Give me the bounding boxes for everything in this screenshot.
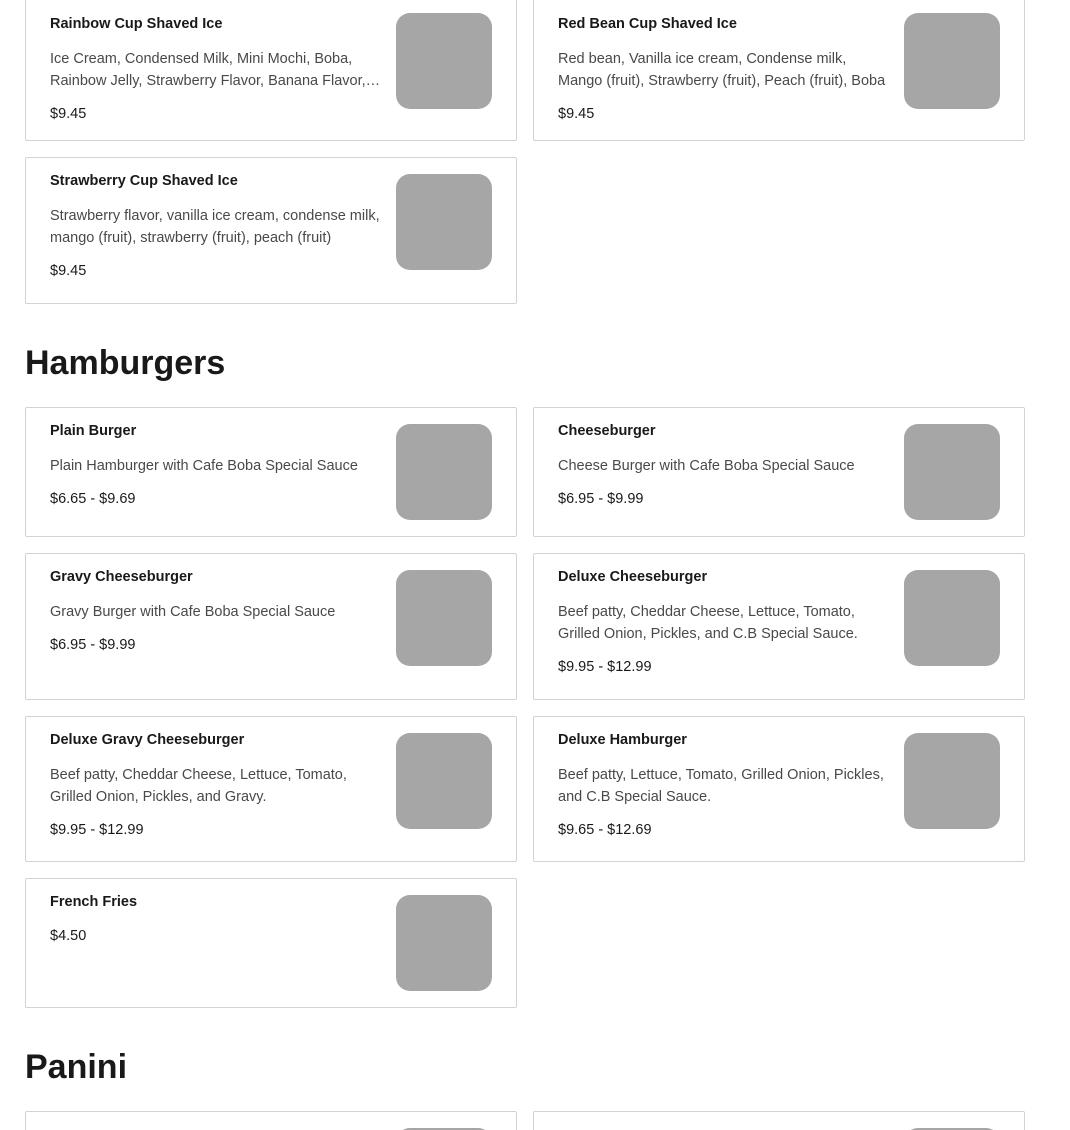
menu-item-price: $4.50 — [50, 928, 87, 944]
menu-item-name: Red Bean Cup Shaved Ice — [558, 16, 737, 32]
menu-item-description: Strawberry flavor, vanilla ice cream, condense milk, mango (fruit), strawberry (fruit), peach (fruit) — [50, 208, 380, 246]
menu-item-description: Gravy Burger with Cafe Boba Special Sauce — [50, 604, 336, 620]
menu-item-image — [396, 895, 492, 991]
menu-item-card[interactable] — [25, 157, 517, 304]
menu-item-name: Rainbow Cup Shaved Ice — [50, 16, 223, 32]
menu-item-description: Ice Cream, Condensed Milk, Mini Mochi, Boba, Rainbow Jelly, Strawberry Flavor, Banana Flavor, — [50, 51, 366, 89]
menu-item-image — [396, 570, 492, 666]
menu-item-card[interactable] — [25, 878, 517, 1008]
menu-item-price: $9.45 — [50, 106, 87, 122]
menu-item-image — [904, 424, 1000, 520]
menu-item-image — [396, 424, 492, 520]
menu-item-price: $6.95 - $9.99 — [50, 637, 136, 653]
menu-item-description: Plain Hamburger with Cafe Boba Special Sauce — [50, 458, 358, 474]
menu-item-name: Cheeseburger — [558, 423, 656, 439]
menu-item-name: Strawberry Cup Shaved Ice — [50, 173, 238, 189]
menu-item-description: Beef patty, Cheddar Cheese, Lettuce, Tomato, Grilled Onion, Pickles, and C.B Special Sauce. — [558, 604, 858, 642]
menu-item-card[interactable] — [25, 1111, 517, 1130]
menu-item-image — [904, 570, 1000, 666]
menu-item-card[interactable] — [533, 716, 1025, 862]
menu-item-name: Deluxe Cheeseburger — [558, 569, 708, 585]
menu-item-description: Red bean, Vanilla ice cream, Condense milk, Mango (fruit), Strawberry (fruit), Peach (fruit), Boba — [558, 51, 886, 89]
menu-item-description: Beef patty, Lettuce, Tomato, Grilled Onion, Pickles, and C.B Special Sauce. — [558, 767, 884, 805]
menu-item-name: Gravy Cheeseburger — [50, 569, 193, 585]
menu-item-price: $6.95 - $9.99 — [558, 491, 644, 507]
menu-item-price: $9.45 — [50, 263, 87, 279]
menu-item-image — [904, 733, 1000, 829]
menu-item-image — [396, 174, 492, 270]
menu-item-price: $9.95 - $12.99 — [558, 659, 652, 675]
menu-item-description: Cheese Burger with Cafe Boba Special Sauce — [558, 458, 855, 474]
menu-item-card[interactable] — [533, 407, 1025, 537]
menu-item-price: $9.95 - $12.99 — [50, 822, 144, 838]
menu-item-name: Plain Burger — [50, 423, 137, 439]
menu-item-image — [904, 13, 1000, 109]
section-title-panini: Panini — [25, 1048, 128, 1086]
menu-item-image — [396, 13, 492, 109]
menu-item-price: $6.65 - $9.69 — [50, 491, 136, 507]
menu-item-card[interactable] — [25, 716, 517, 862]
menu-item-name: French Fries — [50, 894, 138, 910]
menu-item-card[interactable] — [25, 0, 517, 141]
menu-item-card[interactable] — [533, 0, 1025, 141]
menu-item-price: $9.65 - $12.69 — [558, 822, 652, 838]
menu-item-card[interactable] — [533, 1111, 1025, 1130]
menu-item-name: Deluxe Hamburger — [558, 732, 687, 748]
menu-item-name: Deluxe Gravy Cheeseburger — [50, 732, 245, 748]
menu-item-card[interactable] — [533, 553, 1025, 700]
menu-item-description: Beef patty, Cheddar Cheese, Lettuce, Tomato, Grilled Onion, Pickles, and Gravy. — [50, 767, 347, 805]
menu-item-image — [396, 733, 492, 829]
menu-item-card[interactable] — [25, 553, 517, 700]
menu-item-card[interactable] — [25, 407, 517, 537]
section-title-hamburgers: Hamburgers — [25, 344, 226, 382]
menu-item-price: $9.45 — [558, 106, 595, 122]
